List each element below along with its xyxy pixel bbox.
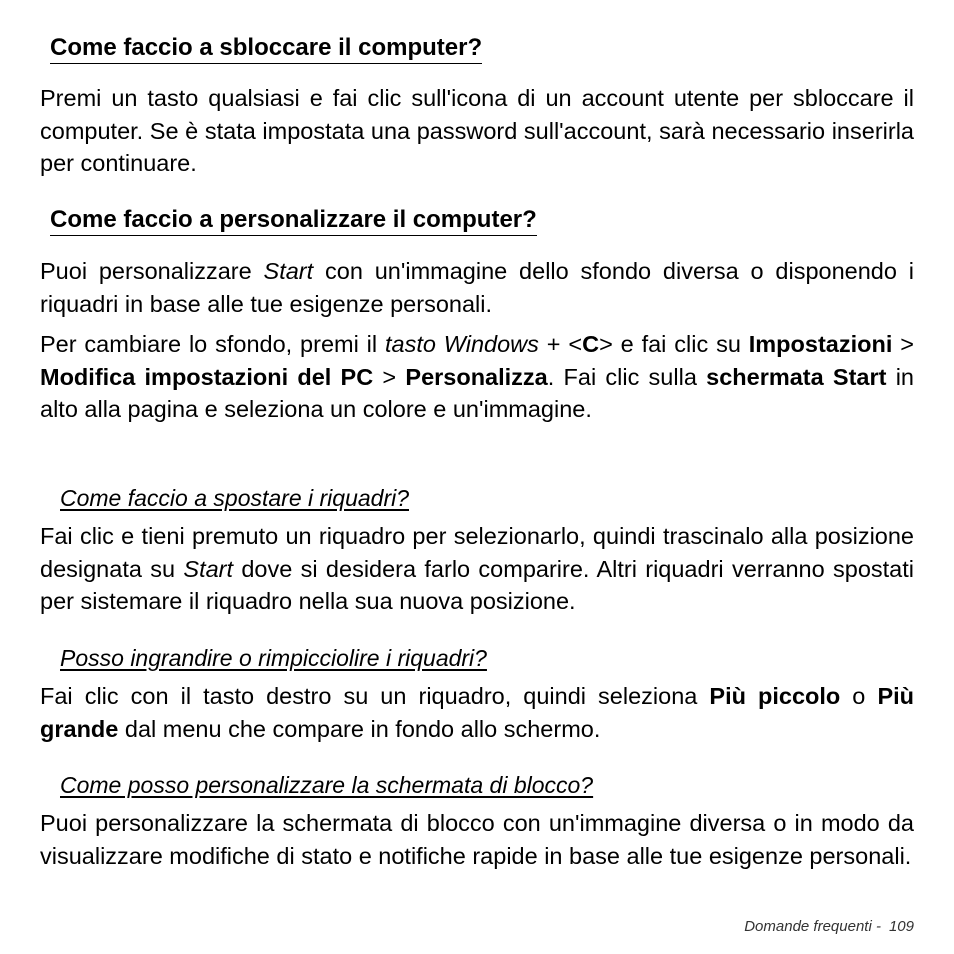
paragraph-unlock-computer: Premi un tasto qualsiasi e fai clic sull'icona di un account utente per sbloccare il computer. Se è stata impostata una password sull'account, sarà necessario inserirla per continuare. [40,85,914,176]
paragraph-lock-screen: Puoi personalizzare la schermata di blocco con un'immagine diversa o in modo da visualizzare modifiche di stato e notifiche rapide in base alle tue esigenze personali. [40,810,914,869]
page-footer [744,918,914,935]
paragraph-move-tiles: Fai clic e tieni premuto un riquadro per selezionarlo, quindi trascinalo alla posizione designata su Start dove si desidera farlo comparire. Altri riquadri verranno spostati per sistemare il riquadro nella sua nuova posizione. [40,523,915,614]
subheading-resize-tiles: Posso ingrandire o rimpicciolire i riquadri? [60,645,487,671]
subheading-move-tiles: Come faccio a spostare i riquadri? [60,485,409,511]
heading-personalize-computer: Come faccio a personalizzare il computer? [50,206,537,236]
paragraph-personalize-start: Puoi personalizzare Start con un'immagine dello sfondo diversa o disponendo i riquadri in base alle tue esigenze personali. [40,258,914,317]
page-number: 109 [888,918,914,935]
heading-unlock-computer: Come faccio a sbloccare il computer? [50,34,482,64]
footer-section-title: Domande frequenti - [744,918,881,935]
subheading-lock-screen: Come posso personalizzare la schermata di blocco? [60,772,594,798]
paragraph-change-background: Per cambiare lo sfondo, premi il tasto Windows + <C> e fai clic su Impostazioni > Modifica impostazioni del PC > Personalizza. Fai clic sulla schermata Start in alto alla pagina e seleziona un colore e un'immagine. [40,331,914,422]
paragraph-resize-tiles: Fai clic con il tasto destro su un riquadro, quindi seleziona Più piccolo o Più grande dal menu che compare in fondo allo schermo. [40,683,914,742]
